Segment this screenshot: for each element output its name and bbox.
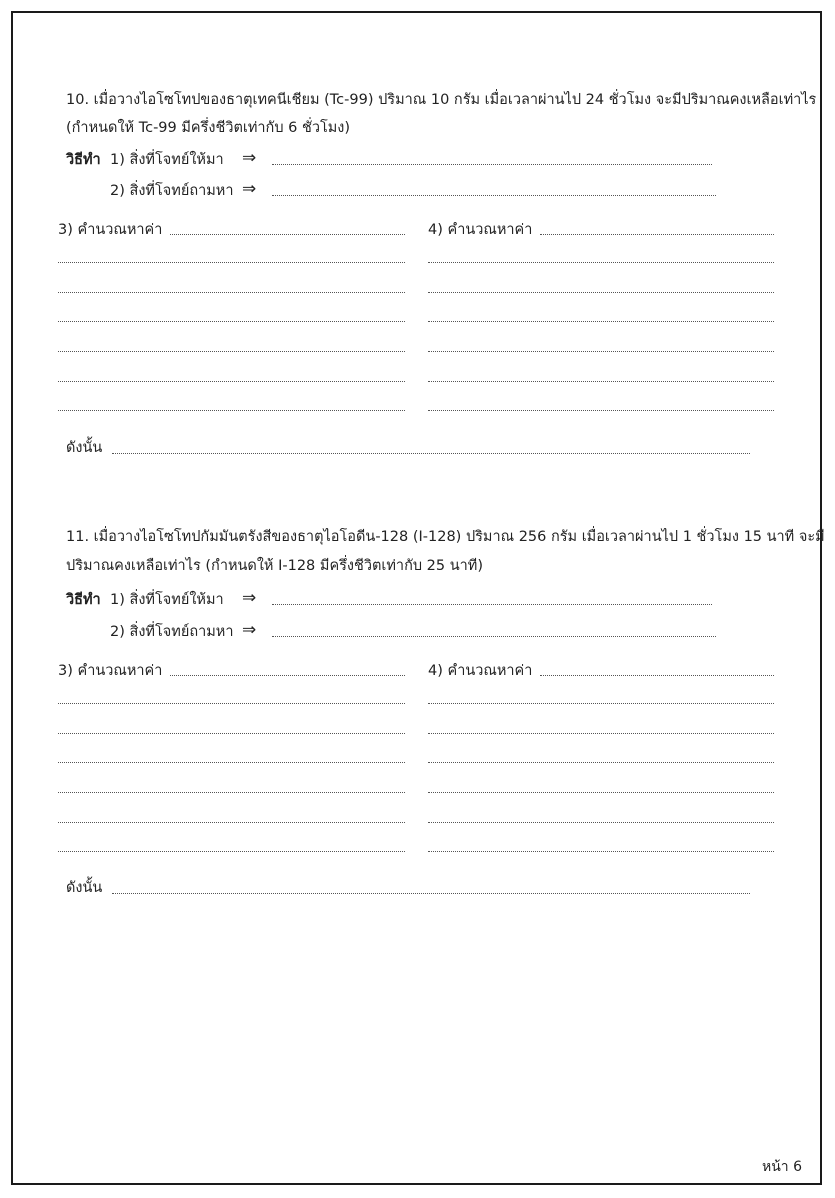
calc3-label: 3) คำนวณหาค่า — [58, 222, 163, 238]
question-text-line2: ปริมาณคงเหลือเท่าไร (กำหนดให้ I-128 มีครึ่งชีวิตเท่ากับ 25 นาที) — [66, 558, 483, 574]
arrow-icon: ⇒ — [242, 148, 257, 168]
work-line-left[interactable] — [58, 381, 405, 382]
arrow-icon: ⇒ — [242, 588, 257, 608]
question-text-line2: (กำหนดให้ Tc-99 มีครึ่งชีวิตเท่ากับ 6 ชั่วโมง) — [66, 120, 351, 136]
step1-label: 1) สิ่งที่โจทย์ให้มา — [110, 592, 224, 608]
work-line-left[interactable] — [58, 351, 405, 352]
arrow-icon: ⇒ — [242, 179, 257, 199]
work-line-right[interactable] — [428, 262, 774, 263]
work-line-right[interactable] — [428, 851, 774, 852]
answer-line-asked[interactable] — [272, 636, 716, 637]
work-line-left[interactable] — [58, 792, 405, 793]
work-line-right[interactable] — [428, 410, 774, 411]
therefore-label: ดังนั้น — [66, 440, 103, 456]
method-label: วิธีทำ — [66, 592, 101, 608]
step2-label: 2) สิ่งที่โจทย์ถามหา — [110, 624, 234, 640]
arrow-icon: ⇒ — [242, 620, 257, 640]
answer-line-calc3[interactable] — [170, 675, 405, 676]
therefore-label: ดังนั้น — [66, 880, 103, 896]
answer-line-asked[interactable] — [272, 195, 716, 196]
answer-line-conclusion[interactable] — [112, 893, 750, 894]
work-line-right[interactable] — [428, 703, 774, 704]
answer-line-calc4[interactable] — [540, 675, 774, 676]
work-line-left[interactable] — [58, 822, 405, 823]
work-line-right[interactable] — [428, 822, 774, 823]
answer-line-calc3[interactable] — [170, 234, 405, 235]
work-line-left[interactable] — [58, 733, 405, 734]
work-line-left[interactable] — [58, 292, 405, 293]
step1-label: 1) สิ่งที่โจทย์ให้มา — [110, 152, 224, 168]
work-line-left[interactable] — [58, 321, 405, 322]
work-line-right[interactable] — [428, 351, 774, 352]
question-text-line1: 10. เมื่อวางไอโซโทปของธาตุเทคนีเชียม (Tc-99) ปริมาณ 10 กรัม เมื่อเวลาผ่านไป 24 ชั่วโมง จะมีปริมาณคงเหลือเท่าไร — [66, 92, 817, 108]
step2-label: 2) สิ่งที่โจทย์ถามหา — [110, 183, 234, 199]
calc4-label: 4) คำนวณหาค่า — [428, 663, 533, 679]
answer-line-given[interactable] — [272, 604, 712, 605]
calc4-label: 4) คำนวณหาค่า — [428, 222, 533, 238]
work-line-right[interactable] — [428, 792, 774, 793]
answer-line-conclusion[interactable] — [112, 453, 750, 454]
work-line-right[interactable] — [428, 762, 774, 763]
page-number: หน้า 6 — [762, 1159, 803, 1175]
calc3-label: 3) คำนวณหาค่า — [58, 663, 163, 679]
answer-line-calc4[interactable] — [540, 234, 774, 235]
work-line-left[interactable] — [58, 703, 405, 704]
work-line-left[interactable] — [58, 410, 405, 411]
work-line-left[interactable] — [58, 851, 405, 852]
work-line-left[interactable] — [58, 762, 405, 763]
answer-line-given[interactable] — [272, 164, 712, 165]
method-label: วิธีทำ — [66, 152, 101, 168]
work-line-right[interactable] — [428, 733, 774, 734]
work-line-right[interactable] — [428, 292, 774, 293]
question-text-line1: 11. เมื่อวางไอโซโทปกัมมันตรังสีของธาตุไอโอดีน-128 (I-128) ปริมาณ 256 กรัม เมื่อเวลาผ่านไป 1 ชั่วโมง 15 นาที จะมี — [66, 529, 825, 545]
work-line-left[interactable] — [58, 262, 405, 263]
work-line-right[interactable] — [428, 321, 774, 322]
work-line-right[interactable] — [428, 381, 774, 382]
